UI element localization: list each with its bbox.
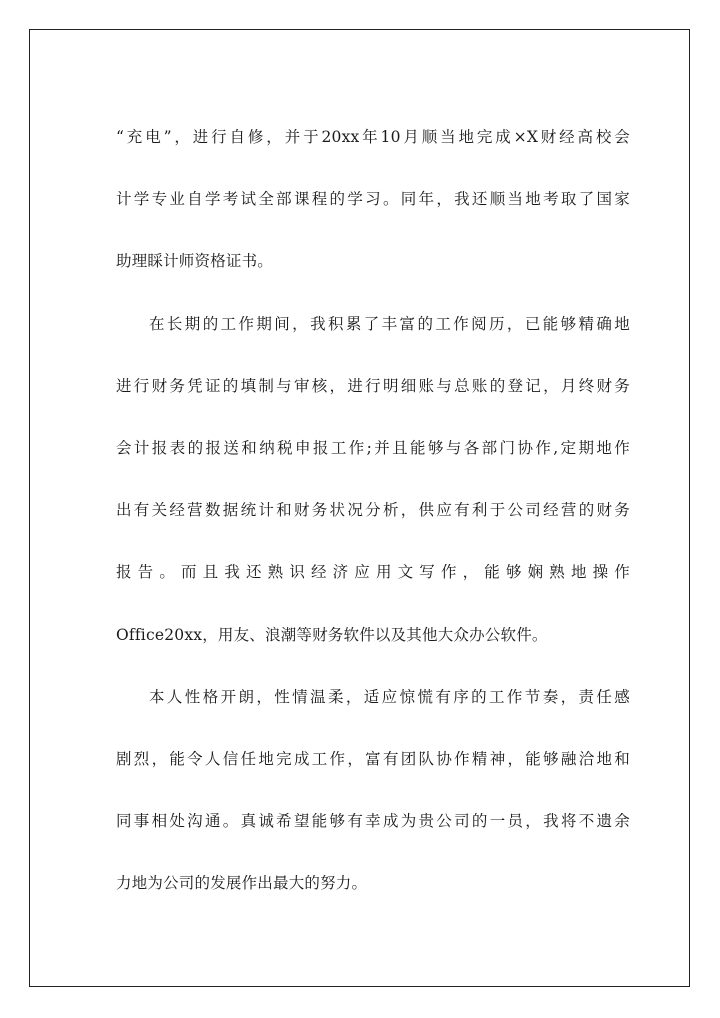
- text-line: 同事相处沟通。真诚希望能够有幸成为贵公司的一员，我将不遗余: [116, 812, 630, 831]
- text-line: 计学专业自学考试全部课程的学习。同年，我还顺当地考取了国家: [116, 190, 630, 209]
- text-line: Office20xx，用友、浪潮等财务软件以及其他大众办公软件。: [116, 625, 548, 644]
- text-line: 剧烈，能令人信任地完成工作，富有团队协作精神，能够融洽地和: [116, 749, 630, 768]
- text-line: “充电”，进行自修，并于20xx年10月顺当地完成×X财经高校会: [116, 128, 630, 146]
- text-line: 报告。而且我还熟识经济应用文写作，能够娴熟地操作: [116, 563, 630, 582]
- text-line: 力地为公司的发展作出最大的努力。: [116, 874, 368, 893]
- text-line: 助理睬计师资格证书。: [116, 252, 274, 271]
- text-line: 出有关经营数据统计和财务状况分析，供应有利于公司经营的财务: [116, 501, 630, 520]
- paragraph-start-line: 在长期的工作期间，我积累了丰富的工作阅历，已能够精确地: [149, 314, 630, 333]
- text-line: 进行财务凭证的填制与审核，进行明细账与总账的登记，月终财务: [116, 376, 630, 395]
- paragraph-start-line: 本人性格开朗，性情温柔，适应惊慌有序的工作节奏，责任感: [149, 687, 630, 706]
- text-line: 会计报表的报送和纳税申报工作;并且能够与各部门协作,定期地作: [116, 438, 630, 457]
- document-body: [116, 122, 630, 930]
